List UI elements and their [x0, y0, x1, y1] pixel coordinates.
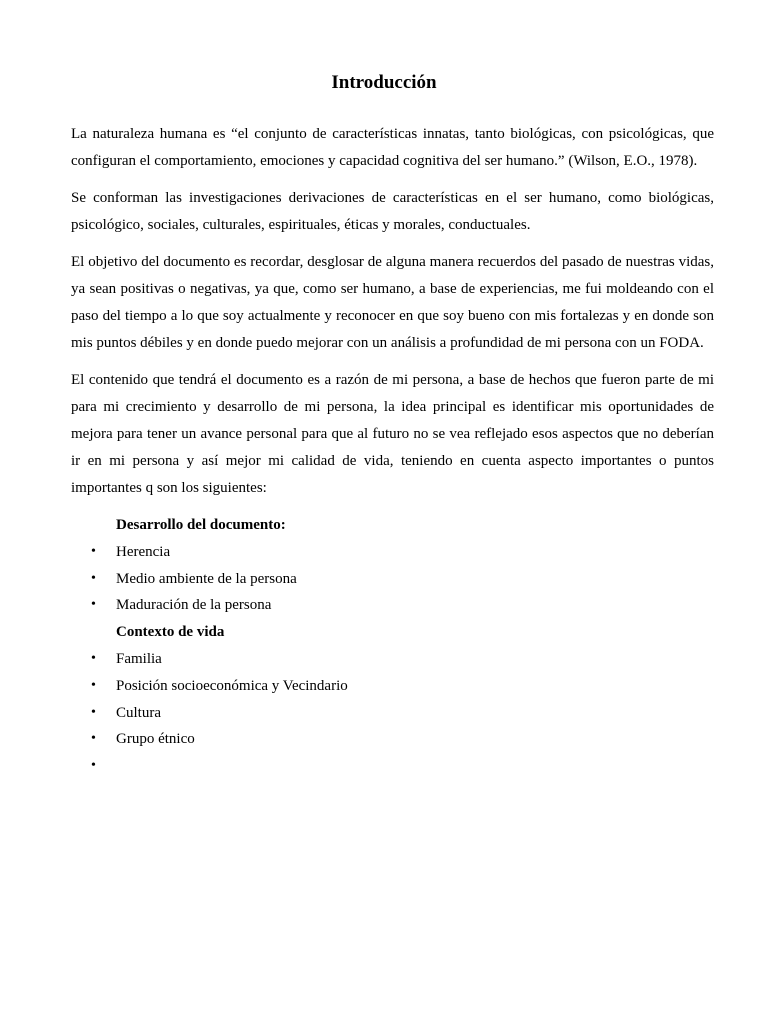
bullet-icon: •: [91, 677, 96, 693]
list-item-text: Herencia: [116, 543, 171, 560]
bullet-icon: •: [91, 650, 96, 666]
list-item-text: Maduración de la persona: [116, 597, 272, 614]
list-item-text: Familia: [116, 650, 162, 667]
list-item: [71, 673, 714, 700]
list-item: [71, 700, 714, 727]
document-body: [71, 121, 714, 780]
list-item: [71, 726, 714, 753]
list-item: [71, 646, 714, 673]
list-item: [71, 592, 714, 619]
list-item-text: Contexto de vida: [116, 624, 225, 641]
list-item-text: Cultura: [116, 704, 161, 721]
list-item-text: Medio ambiente de la persona: [116, 570, 297, 587]
bullet-icon: •: [91, 758, 96, 774]
page-title: Introducción: [331, 72, 437, 93]
list-item-text: Grupo étnico: [116, 731, 195, 748]
list-heading: [71, 512, 714, 539]
list-heading: [71, 619, 714, 646]
bullet-icon: •: [91, 731, 96, 747]
bullet-icon: •: [91, 704, 96, 720]
bullet-icon: •: [91, 543, 96, 559]
list-item-text: Posición socioeconómica y Vecindario: [116, 677, 348, 694]
paragraph-4: El contenido que tendrá el documento es a razón de mi persona, a base de hechos que fueron parte de mi para mi crecimiento y desarrollo de mi persona, la idea principal es identificar mis oportunidades de mejora para tener un avance personal para que al futuro no se vea reflejado esos aspectos que no deberían ir en mi persona y así mejor mi calidad de vida, teniendo en cuenta aspecto importantes o puntos importantes q son los siguientes:: [71, 372, 714, 496]
list-item: [71, 753, 714, 780]
list-item: [71, 539, 714, 566]
list-item-text: Desarrollo del documento:: [116, 517, 286, 533]
bullet-icon: •: [91, 597, 96, 613]
paragraph-1: La naturaleza humana es “el conjunto de características innatas, tanto biológicas, con psicológicas, que configuran el comportamiento, emociones y capacidad cognitiva del ser humano.” (Wilson, E.O., 1978).: [71, 126, 714, 169]
outline-list: [71, 512, 714, 780]
bullet-icon: •: [91, 570, 96, 586]
paragraph-3: El objetivo del documento es recordar, desglosar de alguna manera recuerdos del pasado de nuestras vidas, ya sean positivas o negativas, ya que, como ser humano, a base de experiencias, me fui moldeando con el paso del tiempo a lo que soy actualmente y reconocer en que soy bueno con mis fortalezas y en donde son mis puntos débiles y en donde puedo mejorar con un análisis a profundidad de mi persona con un FODA.: [71, 254, 714, 351]
list-item: [71, 566, 714, 593]
paragraph-2: Se conforman las investigaciones derivaciones de características en el ser humano, como biológicas, psicológico, sociales, culturales, espirituales, éticas y morales, conductuales.: [71, 190, 714, 233]
